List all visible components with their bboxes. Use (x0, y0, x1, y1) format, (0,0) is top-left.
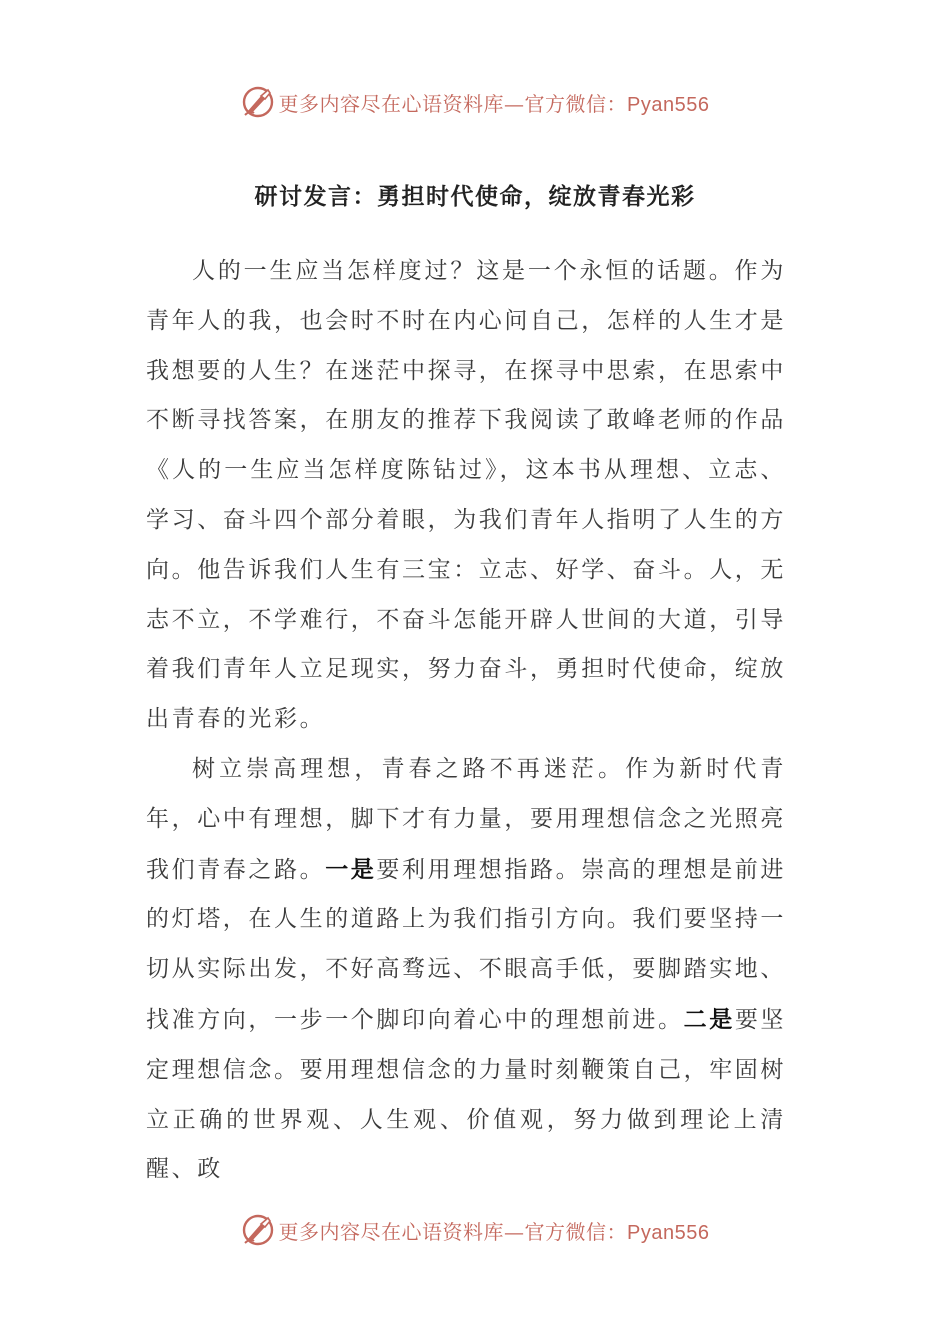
point-two-label: 二是 (683, 1005, 735, 1033)
pen-circle-logo-icon (241, 1213, 275, 1247)
pen-circle-logo-icon (241, 85, 275, 119)
footer-banner (0, 1210, 950, 1250)
paragraph-2: 树立崇高理想，青春之路不再迷茫。作为新时代青年，心中有理想，脚下才有力量，要用理想信念之光照亮我们青春之路。一是要利用理想指路。崇高的理想是前进的灯塔，在人生的道路上为我们指引方向。我们要坚持一切从实际出发，不好高骛远、不眼高手低，要脚踏实地、找准方向，一步一个脚印向着心中的理想前进。二是要坚定理想信念。要用理想信念的力量时刻鞭策自己，牢固树立正确的世界观、人生观、价值观，努力做到理论上清醒、政 (146, 755, 787, 1183)
header-banner-text: 更多内容尽在心语资料库—官方微信：Pyan556 (278, 91, 710, 116)
point-one-label: 一是 (325, 855, 377, 883)
document-body (146, 247, 786, 1195)
footer-wechat-id: Pyan556 (627, 1221, 710, 1244)
paragraph-1: 人的一生应当怎样度过？这是一个永恒的话题。作为青年人的我，也会时不时在内心问自己，怎样的人生才是我想要的人生？在迷茫中探寻，在探寻中思索，在思索中不断寻找答案，在朋友的推荐下我阅读了敢峰老师的作品《人的一生应当怎样度陈钻过》，这本书从理想、立志、学习、奋斗四个部分着眼，为我们青年人指明了人生的方向。他告诉我们人生有三宝：立志、好学、奋斗。人，无志不立，不学难行，不奋斗怎能开辟人世间的大道，引导着我们青年人立足现实，努力奋斗，勇担时代使命，绽放出青春的光彩。 (146, 258, 786, 733)
header-banner (0, 82, 950, 122)
document-title: 研讨发言：勇担时代使命，绽放青春光彩 (254, 183, 696, 210)
footer-banner-text: 更多内容尽在心语资料库—官方微信：Pyan556 (278, 1219, 710, 1244)
header-wechat-id: Pyan556 (627, 93, 710, 116)
